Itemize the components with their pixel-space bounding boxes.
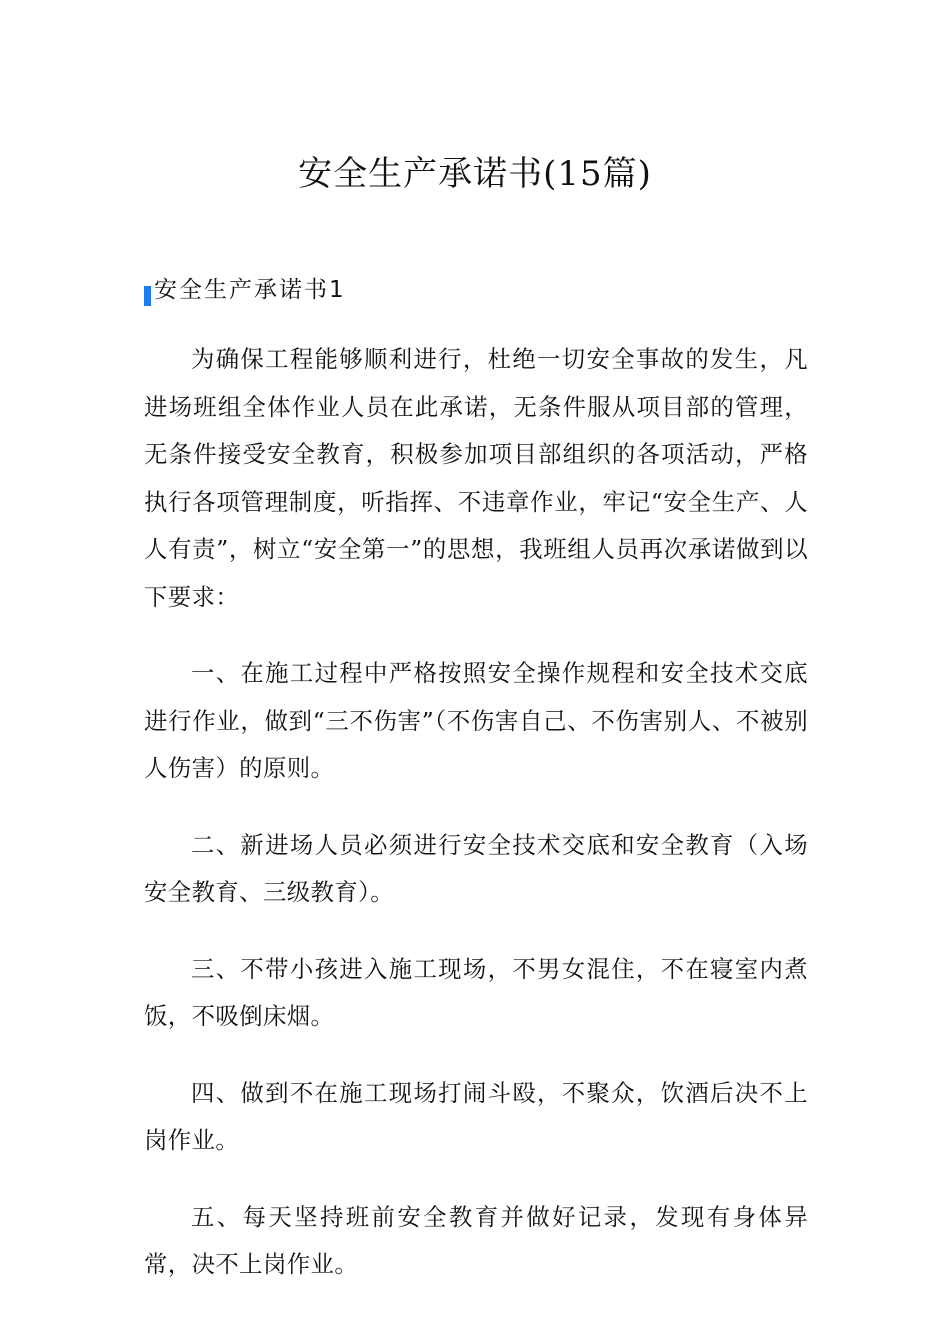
- paragraph-item-3: 三、不带小孩进入施工现场，不男女混住，不在寝室内煮饭，不吸倒床烟。: [144, 954, 808, 1030]
- paragraph-item-5: 五、每天坚持班前安全教育并做好记录，发现有身体异常，决不上岗作业。: [144, 1202, 808, 1278]
- paragraph-intro: 为确保工程能够顺利进行，杜绝一切安全事故的发生，凡进场班组全体作业人员在此承诺，无条件服从项目部的管理，无条件接受安全教育，积极参加项目部组织的各项活动，严格执行各项管理制度，听指挥、不违章作业，牢记“安全生产、人人有责”，树立“安全第一”的思想，我班组人员再次承诺做到以下要求：: [144, 345, 808, 611]
- section-heading: [144, 272, 346, 308]
- paragraph-item-4: 四、做到不在施工现场打闹斗殴，不聚众，饮酒后决不上岗作业。: [144, 1078, 808, 1154]
- paragraph-item-1: 一、在施工过程中严格按照安全操作规程和安全技术交底进行作业，做到“三不伤害”（不伤害自己、不伤害别人、不被别人伤害）的原则。: [144, 659, 808, 782]
- section-heading-text: 安全生产承诺书1: [154, 277, 346, 303]
- paragraph-item-2: 二、新进场人员必须进行安全技术交底和安全教育（入场安全教育、三级教育）。: [144, 830, 808, 906]
- document-body: [144, 336, 808, 1318]
- document-title: 安全生产承诺书(15篇): [298, 154, 652, 194]
- heading-marker: [144, 286, 151, 306]
